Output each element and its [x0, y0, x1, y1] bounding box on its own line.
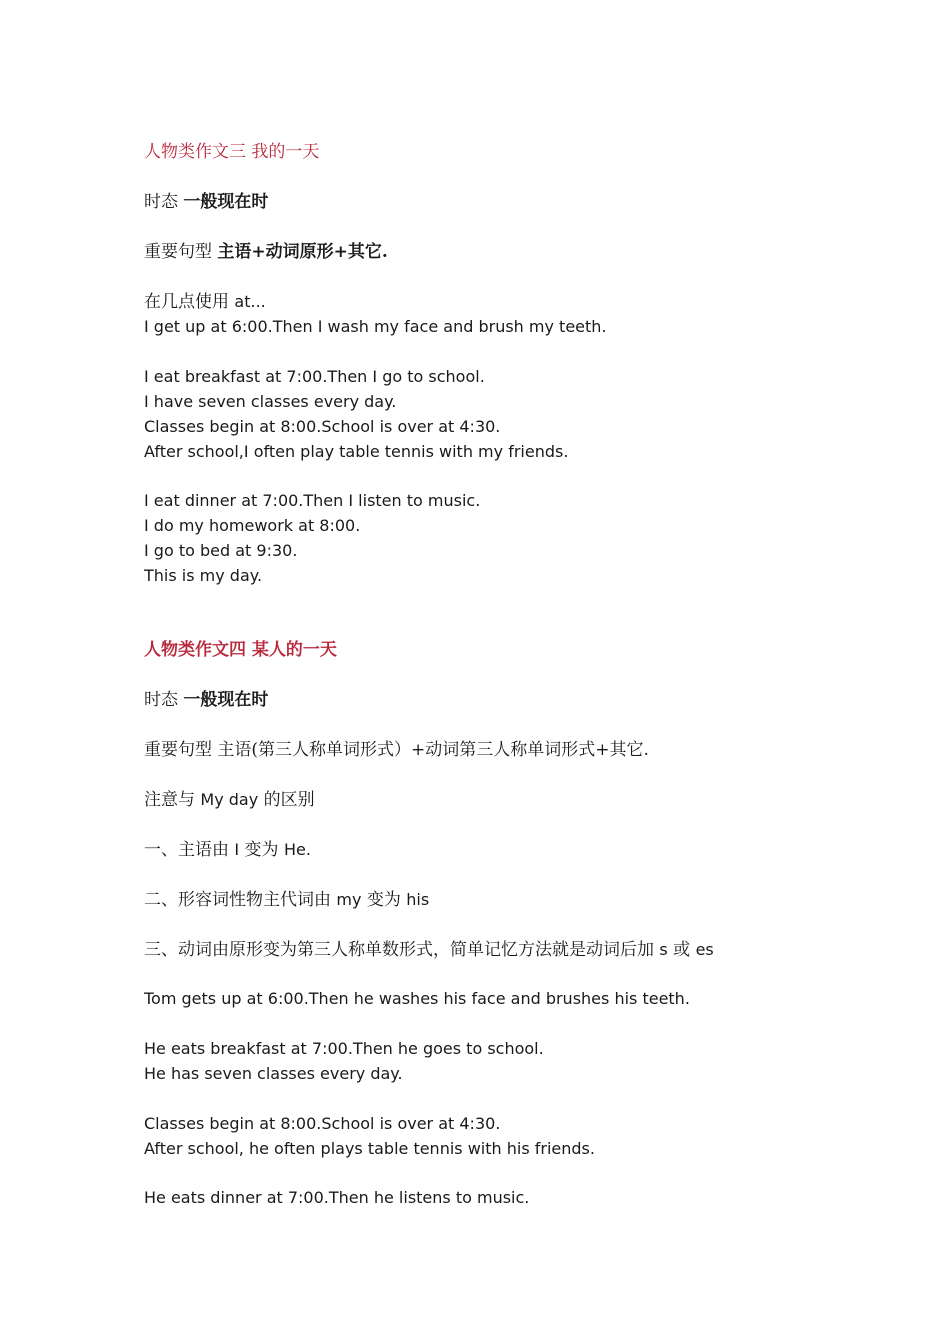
section4-rule-1: [144, 839, 311, 861]
rule-term: I: [234, 840, 240, 859]
section4-line: Tom gets up at 6:00.Then he washes his face and brushes his teeth.: [144, 989, 690, 1008]
section3-line: I have seven classes every day.: [144, 392, 397, 411]
section3-line: After school,I often play table tennis with my friends.: [144, 442, 569, 461]
section3-line: Classes begin at 8:00.School is over at 4:30.: [144, 417, 501, 436]
rule-text: 三、动词由原形变为第三人称单数形式，简单记忆方法就是动词后加: [144, 940, 654, 960]
section3-line: I do my homework at 8:00.: [144, 516, 361, 535]
rule-text: 或: [673, 940, 691, 960]
section3-heading: 人物类作文三 我的一天: [144, 142, 320, 162]
tense-value: 一般现在时: [183, 192, 269, 212]
section4-line: He eats dinner at 7:00.Then he listens to music.: [144, 1188, 530, 1207]
section4-rule-2: [144, 889, 429, 911]
section3-line: This is my day.: [144, 566, 263, 585]
tense-label: 时态: [144, 192, 178, 212]
rule-term: He.: [283, 840, 311, 859]
note-text: 注意与: [144, 790, 195, 810]
rule-term: s: [659, 940, 668, 959]
time-prep-value: at...: [234, 292, 266, 311]
tense-value: 一般现在时: [183, 690, 269, 710]
section3-line: I eat breakfast at 7:00.Then I go to school.: [144, 367, 485, 386]
section4-pattern: 重要句型 主语(第三人称单词形式）+动词第三人称单词形式+其它.: [144, 740, 649, 760]
section4-heading: 人物类作文四 某人的一天: [144, 640, 337, 660]
tense-label: 时态: [144, 690, 178, 710]
rule-term: my: [336, 890, 362, 909]
section4-rule-3: [144, 939, 714, 961]
section3-tense: [144, 191, 268, 213]
section4-line: He has seven classes every day.: [144, 1064, 403, 1083]
section4-line: He eats breakfast at 7:00.Then he goes to school.: [144, 1039, 544, 1058]
pattern-value: 主语+动词原形+其它.: [217, 242, 388, 262]
section4-tense: [144, 689, 268, 711]
rule-text: 二、形容词性物主代词由: [144, 890, 331, 910]
rule-term: his: [406, 890, 430, 909]
section4-note: [144, 789, 315, 811]
section4-line: After school, he often plays table tennis with his friends.: [144, 1139, 595, 1158]
rule-text: 变为: [366, 890, 401, 910]
section3-line: I get up at 6:00.Then I wash my face and brush my teeth.: [144, 317, 607, 336]
note-term: My day: [200, 790, 259, 809]
time-prep-label: 在几点使用: [144, 292, 229, 312]
section3-line: I go to bed at 9:30.: [144, 541, 298, 560]
rule-text: 变为: [244, 840, 279, 860]
rule-text: 一、主语由: [144, 840, 229, 860]
section4-line: Classes begin at 8:00.School is over at 4:30.: [144, 1114, 501, 1133]
rule-term: es: [695, 940, 714, 959]
note-text: 的区别: [263, 790, 315, 810]
section3-pattern: [144, 241, 388, 263]
section3-line: I eat dinner at 7:00.Then I listen to music.: [144, 491, 481, 510]
section3-time-prep: [144, 291, 266, 313]
pattern-label: 重要句型: [144, 242, 212, 262]
